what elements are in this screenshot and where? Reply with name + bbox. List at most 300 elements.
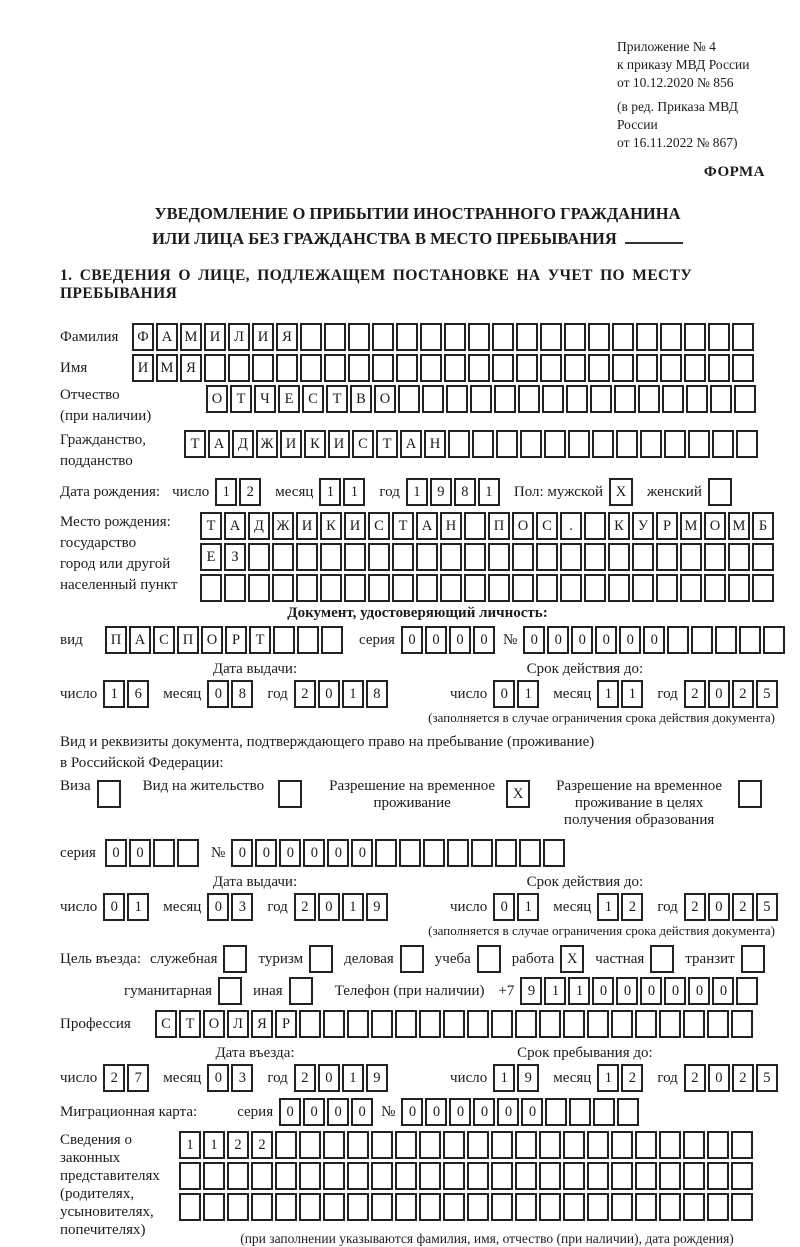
char-cell: [348, 354, 370, 382]
migration-series-label: серия: [237, 1103, 274, 1120]
char-cell: Т: [179, 1010, 201, 1038]
char-cell: [371, 1010, 393, 1038]
char-cell: [416, 574, 438, 602]
char-cell: 1: [406, 478, 428, 506]
issue-date-col: [60, 660, 450, 708]
birth-month-cells: [319, 478, 367, 506]
day-label: число: [60, 1069, 98, 1086]
char-cell: 0: [231, 839, 253, 867]
char-cell: [616, 430, 638, 458]
char-cell: 1: [517, 893, 539, 921]
valid-date-heading: Срок действия до:: [526, 661, 644, 677]
char-cell: [297, 626, 319, 654]
form-word: ФОРМА: [703, 164, 765, 180]
year-label: год: [657, 898, 678, 915]
char-cell: [515, 1162, 537, 1190]
char-cell: Д: [248, 512, 270, 540]
char-cell: О: [206, 385, 228, 413]
char-cell: 0: [401, 626, 423, 654]
char-cell: [347, 1010, 369, 1038]
document-title: [60, 201, 775, 251]
char-cell: [177, 839, 199, 867]
char-cell: [728, 543, 750, 571]
year-label: год: [267, 898, 288, 915]
char-cell: [593, 1098, 615, 1126]
char-cell: [443, 1193, 465, 1221]
char-cell: [419, 1010, 441, 1038]
char-cell: [540, 354, 562, 382]
birth-place-row2: [200, 543, 776, 571]
char-cell: [400, 945, 424, 973]
char-cell: 0: [595, 626, 617, 654]
char-cell: С: [155, 1010, 177, 1038]
char-cell: Д: [232, 430, 254, 458]
char-cell: К: [304, 430, 326, 458]
char-cell: [691, 626, 713, 654]
char-cell: [348, 323, 370, 351]
char-cell: [741, 945, 765, 973]
char-cell: [588, 323, 610, 351]
char-cell: [680, 574, 702, 602]
char-cell: Т: [184, 430, 206, 458]
char-cell: 0: [449, 626, 471, 654]
transit-checkbox: [741, 945, 767, 973]
validity-note: (заполняется в случае ограничения срока действия документа): [428, 923, 775, 938]
char-cell: 2: [732, 1064, 754, 1092]
char-cell: 0: [493, 893, 515, 921]
char-cell: [323, 1193, 345, 1221]
char-cell: Б: [752, 512, 774, 540]
representatives-cells: [179, 1131, 755, 1247]
month-label: месяц: [163, 898, 202, 915]
char-cell: [617, 1098, 639, 1126]
purpose-official: служебная: [150, 945, 250, 973]
profession-cells: [155, 1010, 755, 1038]
patronymic-cells: [206, 385, 758, 413]
migration-number-label: №: [381, 1103, 396, 1120]
appendix-block: [617, 38, 775, 152]
char-cell: [368, 543, 390, 571]
char-cell: [635, 1131, 657, 1159]
char-cell: [732, 354, 754, 382]
char-cell: [419, 1131, 441, 1159]
char-cell: [200, 574, 222, 602]
char-cell: 2: [684, 893, 706, 921]
char-cell: [491, 1193, 513, 1221]
char-cell: 0: [425, 1098, 447, 1126]
char-cell: [344, 543, 366, 571]
birth-place-row3: [200, 574, 776, 602]
char-cell: [564, 323, 586, 351]
month-label: месяц: [163, 685, 202, 702]
char-cell: 1: [342, 680, 364, 708]
char-cell: 0: [401, 1098, 423, 1126]
residence-doc-intro: Вид и реквизиты документа, подтверждающего право на пребывание (проживание) в Российской Федерации:: [60, 734, 595, 771]
char-cell: 5: [756, 1064, 778, 1092]
char-cell: [708, 323, 730, 351]
char-cell: [707, 1162, 729, 1190]
option-visa: Виза: [60, 778, 123, 808]
char-cell: [347, 1193, 369, 1221]
char-cell: [683, 1131, 705, 1159]
char-cell: Т: [392, 512, 414, 540]
char-cell: Ф: [132, 323, 154, 351]
char-cell: 5: [756, 680, 778, 708]
identity-doc-heading: Документ, удостоверяющий личность:: [287, 605, 548, 621]
char-cell: [395, 1010, 417, 1038]
char-cell: 0: [708, 680, 730, 708]
birth-place-row: [60, 512, 775, 602]
day-label: число: [60, 685, 98, 702]
char-cell: [347, 1162, 369, 1190]
char-cell: [324, 323, 346, 351]
char-cell: 6: [127, 680, 149, 708]
char-cell: [731, 1131, 753, 1159]
char-cell: [659, 1131, 681, 1159]
residence-issue-day-cells: [103, 893, 151, 921]
char-cell: [662, 385, 684, 413]
issue-month-cells: [207, 680, 255, 708]
char-cell: [272, 574, 294, 602]
char-cell: [563, 1131, 585, 1159]
title-line-1: УВЕДОМЛЕНИЕ О ПРИБЫТИИ ИНОСТРАННОГО ГРАЖДАНИНА: [154, 204, 681, 223]
char-cell: А: [208, 430, 230, 458]
amendment-line: (в ред. Приказа МВД России: [617, 99, 738, 132]
char-cell: 0: [425, 626, 447, 654]
char-cell: [611, 1162, 633, 1190]
entry-date-heading: Дата въезда:: [215, 1045, 295, 1061]
char-cell: 8: [231, 680, 253, 708]
char-cell: 9: [366, 893, 388, 921]
char-cell: [664, 430, 686, 458]
char-cell: 0: [521, 1098, 543, 1126]
char-cell: Ж: [272, 512, 294, 540]
char-cell: [228, 354, 250, 382]
char-cell: [423, 839, 445, 867]
char-cell: [684, 354, 706, 382]
residence-issue-month-cells: [207, 893, 255, 921]
char-cell: [396, 354, 418, 382]
purpose-private: частная: [595, 945, 676, 973]
char-cell: 3: [231, 893, 253, 921]
char-cell: [731, 1162, 753, 1190]
char-cell: [632, 543, 654, 571]
char-cell: [587, 1131, 609, 1159]
char-cell: [584, 543, 606, 571]
residence-valid-day-cells: [493, 893, 541, 921]
char-cell: [732, 323, 754, 351]
char-cell: [299, 1131, 321, 1159]
name-cells: [132, 354, 756, 382]
surname-cells: [132, 323, 756, 351]
char-cell: X: [609, 478, 633, 506]
char-cell: [660, 323, 682, 351]
char-cell: [635, 1193, 657, 1221]
char-cell: 9: [430, 478, 452, 506]
purpose-other: иная: [253, 977, 315, 1005]
citizenship-row: [60, 430, 775, 472]
option-temp-residence: Разрешение на временное проживание X: [324, 778, 532, 812]
char-cell: [227, 1162, 249, 1190]
char-cell: [667, 626, 689, 654]
char-cell: [446, 385, 468, 413]
char-cell: [542, 385, 564, 413]
month-label: месяц: [553, 898, 592, 915]
char-cell: 0: [327, 1098, 349, 1126]
char-cell: П: [105, 626, 127, 654]
char-cell: Н: [440, 512, 462, 540]
char-cell: Н: [424, 430, 446, 458]
char-cell: [467, 1131, 489, 1159]
char-cell: [372, 354, 394, 382]
char-cell: О: [704, 512, 726, 540]
entry-year-cells: [294, 1064, 390, 1092]
doc-number-cells: [523, 626, 787, 654]
char-cell: [660, 354, 682, 382]
char-cell: [275, 1131, 297, 1159]
phone-cells: [520, 977, 760, 1005]
name-row: [60, 354, 775, 382]
char-cell: Т: [230, 385, 252, 413]
char-cell: Л: [228, 323, 250, 351]
purpose-tourism: туризм: [258, 945, 335, 973]
char-cell: 2: [621, 893, 643, 921]
char-cell: [707, 1010, 729, 1038]
char-cell: Я: [276, 323, 298, 351]
char-cell: [419, 1162, 441, 1190]
char-cell: 2: [294, 680, 316, 708]
char-cell: [612, 354, 634, 382]
char-cell: [227, 1193, 249, 1221]
char-cell: [371, 1162, 393, 1190]
char-cell: 8: [366, 680, 388, 708]
char-cell: [738, 780, 762, 808]
char-cell: [683, 1193, 705, 1221]
char-cell: [590, 385, 612, 413]
char-cell: [512, 543, 534, 571]
work-checkbox: [560, 945, 586, 973]
char-cell: [763, 626, 785, 654]
char-cell: С: [352, 430, 374, 458]
char-cell: 0: [619, 626, 641, 654]
char-cell: [563, 1010, 585, 1038]
char-cell: [371, 1193, 393, 1221]
char-cell: И: [328, 430, 350, 458]
char-cell: Т: [376, 430, 398, 458]
sex-female-label: женский: [647, 483, 702, 500]
char-cell: [587, 1193, 609, 1221]
issue-year-cells: [294, 680, 390, 708]
patronymic-label: Отчество (при наличии): [60, 387, 152, 424]
representatives-row2: [179, 1162, 755, 1190]
char-cell: 7: [127, 1064, 149, 1092]
char-cell: 2: [621, 1064, 643, 1092]
day-label: число: [450, 1069, 488, 1086]
char-cell: [563, 1193, 585, 1221]
char-cell: Р: [275, 1010, 297, 1038]
char-cell: [468, 323, 490, 351]
char-cell: [251, 1193, 273, 1221]
char-cell: [588, 354, 610, 382]
temp-residence-checkbox: [506, 780, 532, 808]
char-cell: 1: [597, 1064, 619, 1092]
char-cell: [568, 430, 590, 458]
char-cell: Л: [227, 1010, 249, 1038]
char-cell: [536, 543, 558, 571]
char-cell: [248, 574, 270, 602]
issue-date-heading: Дата выдачи:: [212, 874, 298, 890]
char-cell: 5: [756, 893, 778, 921]
char-cell: [392, 574, 414, 602]
char-cell: 0: [105, 839, 127, 867]
char-cell: 0: [640, 977, 662, 1005]
purpose-work: работа X: [512, 945, 587, 973]
study-checkbox: [477, 945, 503, 973]
char-cell: О: [201, 626, 223, 654]
char-cell: [492, 323, 514, 351]
char-cell: [443, 1131, 465, 1159]
char-cell: X: [506, 780, 530, 808]
representatives-note: (при заполнении указываются фамилия, имя, отчество (при наличии), дата рождения): [240, 1231, 734, 1246]
tourism-checkbox: [309, 945, 335, 973]
char-cell: А: [156, 323, 178, 351]
char-cell: 0: [497, 1098, 519, 1126]
char-cell: 0: [318, 1064, 340, 1092]
char-cell: [488, 574, 510, 602]
char-cell: 1: [342, 893, 364, 921]
citizenship-cells: [184, 430, 760, 458]
char-cell: 1: [215, 478, 237, 506]
char-cell: [218, 977, 242, 1005]
char-cell: 2: [732, 680, 754, 708]
char-cell: Р: [225, 626, 247, 654]
char-cell: [608, 574, 630, 602]
residence-series-cells: [105, 839, 201, 867]
char-cell: [422, 385, 444, 413]
char-cell: [299, 1193, 321, 1221]
doc-type-cells: [105, 626, 345, 654]
char-cell: Я: [180, 354, 202, 382]
char-cell: [276, 354, 298, 382]
char-cell: М: [156, 354, 178, 382]
char-cell: [728, 574, 750, 602]
char-cell: [440, 543, 462, 571]
birth-date-row: [60, 478, 775, 506]
other-checkbox: [289, 977, 315, 1005]
char-cell: [545, 1098, 567, 1126]
char-cell: [248, 543, 270, 571]
char-cell: 1: [493, 1064, 515, 1092]
birth-year-cells: [406, 478, 502, 506]
char-cell: 1: [179, 1131, 201, 1159]
residence-number-cells: [231, 839, 567, 867]
char-cell: М: [680, 512, 702, 540]
char-cell: [515, 1010, 537, 1038]
option-residence-permit: Вид на жительство: [143, 778, 304, 808]
char-cell: [347, 1131, 369, 1159]
char-cell: [587, 1010, 609, 1038]
char-cell: .: [560, 512, 582, 540]
char-cell: [467, 1162, 489, 1190]
char-cell: 0: [708, 1064, 730, 1092]
char-cell: [731, 1010, 753, 1038]
char-cell: С: [302, 385, 324, 413]
char-cell: 3: [231, 1064, 253, 1092]
char-cell: [419, 1193, 441, 1221]
char-cell: А: [129, 626, 151, 654]
char-cell: [273, 626, 295, 654]
day-label: число: [450, 898, 488, 915]
char-cell: [539, 1162, 561, 1190]
char-cell: [321, 626, 343, 654]
char-cell: [398, 385, 420, 413]
char-cell: 0: [103, 893, 125, 921]
char-cell: [540, 323, 562, 351]
char-cell: [204, 354, 226, 382]
residence-series-label: серия: [60, 844, 96, 861]
char-cell: Т: [326, 385, 348, 413]
char-cell: [516, 354, 538, 382]
char-cell: [516, 323, 538, 351]
char-cell: [488, 543, 510, 571]
char-cell: В: [350, 385, 372, 413]
doc-type-label: вид: [60, 631, 83, 648]
char-cell: [659, 1193, 681, 1221]
char-cell: [440, 574, 462, 602]
migration-card-row: [60, 1098, 775, 1126]
char-cell: [296, 574, 318, 602]
char-cell: [536, 574, 558, 602]
purpose-label: Цель въезда:: [60, 950, 141, 967]
surname-row: [60, 323, 775, 351]
char-cell: [464, 543, 486, 571]
char-cell: [300, 354, 322, 382]
residence-valid-month-cells: [597, 893, 645, 921]
char-cell: 0: [207, 1064, 229, 1092]
char-cell: [539, 1131, 561, 1159]
stay-year-cells: [684, 1064, 780, 1092]
char-cell: [564, 354, 586, 382]
valid-year-cells: [684, 680, 780, 708]
char-cell: [464, 574, 486, 602]
birth-place-cells: [200, 512, 776, 602]
char-cell: О: [374, 385, 396, 413]
char-cell: 0: [279, 839, 301, 867]
representatives-row1: [179, 1131, 755, 1159]
char-cell: [560, 574, 582, 602]
char-cell: 0: [351, 1098, 373, 1126]
char-cell: [635, 1162, 657, 1190]
residence-valid-year-cells: [684, 893, 780, 921]
month-label: месяц: [553, 1069, 592, 1086]
char-cell: 0: [303, 839, 325, 867]
char-cell: 0: [493, 680, 515, 708]
char-cell: О: [512, 512, 534, 540]
sex-male-label: Пол: мужской: [513, 483, 604, 500]
char-cell: [636, 323, 658, 351]
char-cell: И: [252, 323, 274, 351]
char-cell: Ж: [256, 430, 278, 458]
char-cell: [97, 780, 121, 808]
char-cell: 2: [227, 1131, 249, 1159]
birth-day-cells: [215, 478, 263, 506]
year-label: год: [657, 685, 678, 702]
char-cell: [683, 1162, 705, 1190]
purpose-humanitarian: гуманитарная: [124, 977, 244, 1005]
char-cell: 0: [318, 680, 340, 708]
char-cell: [323, 1162, 345, 1190]
char-cell: А: [400, 430, 422, 458]
